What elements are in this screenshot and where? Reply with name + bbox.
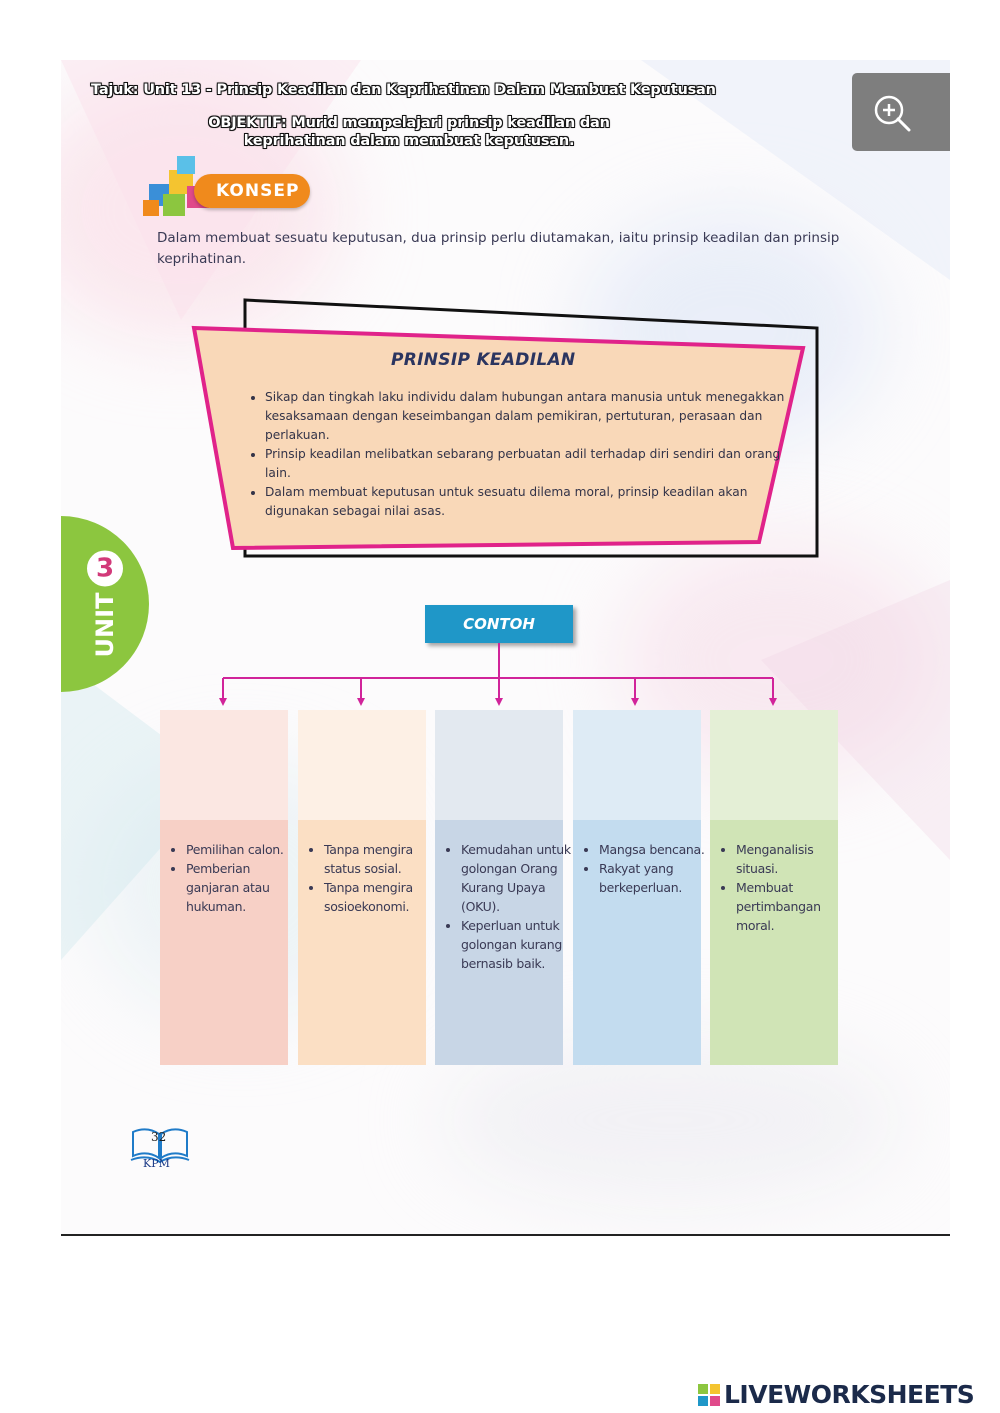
contoh-card bbox=[298, 710, 426, 1065]
card-top bbox=[435, 710, 563, 820]
list-item: • Tanpa mengira status sosial. bbox=[324, 840, 436, 878]
list-item: • Sikap dan tingkah laku individu dalam hubungan antara manusia untuk menegakkan kesaksamaan dengan keseimbangan dalam pemikiran, pertuturan, perasaan dan perlakuan. bbox=[265, 388, 785, 445]
card-items bbox=[718, 840, 848, 935]
publisher-label: KPM bbox=[143, 1157, 170, 1170]
card-top bbox=[710, 710, 838, 820]
zoom-button[interactable] bbox=[852, 73, 950, 151]
page-title: Tajuk: Unit 13 - Prinsip Keadilan dan Keprihatinan Dalam Membuat Keputusan bbox=[91, 82, 716, 98]
list-item: • Menganalisis situasi. bbox=[736, 840, 848, 878]
unit-word: UNIT bbox=[91, 592, 119, 658]
konsep-label: KONSEP bbox=[194, 174, 310, 208]
list-item: • Membuat pertimbangan moral. bbox=[736, 878, 848, 935]
objective-line: keprihatinan dalam membuat keputusan. bbox=[243, 133, 575, 149]
card-top bbox=[160, 710, 288, 820]
connector-lines bbox=[61, 60, 950, 720]
worksheet-page bbox=[61, 60, 950, 1236]
list-item: • Rakyat yang berkeperluan. bbox=[599, 859, 711, 897]
list-item: • Keperluan untuk golongan kurang bernasib baik. bbox=[461, 916, 573, 973]
card-top bbox=[298, 710, 426, 820]
contoh-card bbox=[160, 710, 288, 1065]
zoom-in-icon bbox=[872, 93, 912, 133]
list-item: • Dalam membuat keputusan untuk sesuatu dilema moral, prinsip keadilan akan digunakan sebagai nilai asas. bbox=[265, 483, 785, 521]
intro-text: Dalam membuat sesuatu keputusan, dua prinsip perlu diutamakan, iaitu prinsip keadilan dan prinsip keprihatinan. bbox=[157, 230, 840, 267]
list-item: • Prinsip keadilan melibatkan sebarang perbuatan adil terhadap diri sendiri dan orang lain. bbox=[265, 445, 785, 483]
card-items bbox=[443, 840, 573, 973]
prinsip-title: PRINSIP KEADILAN bbox=[391, 350, 576, 370]
objective-line: OBJEKTIF: Murid mempelajari prinsip keadilan dan bbox=[208, 115, 610, 131]
list-item: • Kemudahan untuk golongan Orang Kurang Upaya (OKU). bbox=[461, 840, 573, 916]
card-items bbox=[306, 840, 436, 916]
contoh-card bbox=[710, 710, 838, 1065]
liveworksheets-icon bbox=[698, 1384, 720, 1406]
contoh-label: CONTOH bbox=[425, 605, 573, 643]
list-item: • Pemilihan calon. bbox=[186, 840, 298, 859]
liveworksheets-wordmark: LIVEWORKSHEETS bbox=[724, 1380, 975, 1409]
list-item: • Mangsa bencana. bbox=[599, 840, 711, 859]
list-item: • Pemberian ganjaran atau hukuman. bbox=[186, 859, 298, 916]
card-top bbox=[573, 710, 701, 820]
page-number: 32 bbox=[151, 1130, 167, 1144]
list-item: • Tanpa mengira sosioekonomi. bbox=[324, 878, 436, 916]
contoh-card bbox=[435, 710, 571, 1065]
card-items bbox=[581, 840, 711, 897]
contoh-card bbox=[573, 710, 705, 1065]
unit-number: 3 bbox=[87, 551, 123, 587]
card-items bbox=[168, 840, 298, 916]
